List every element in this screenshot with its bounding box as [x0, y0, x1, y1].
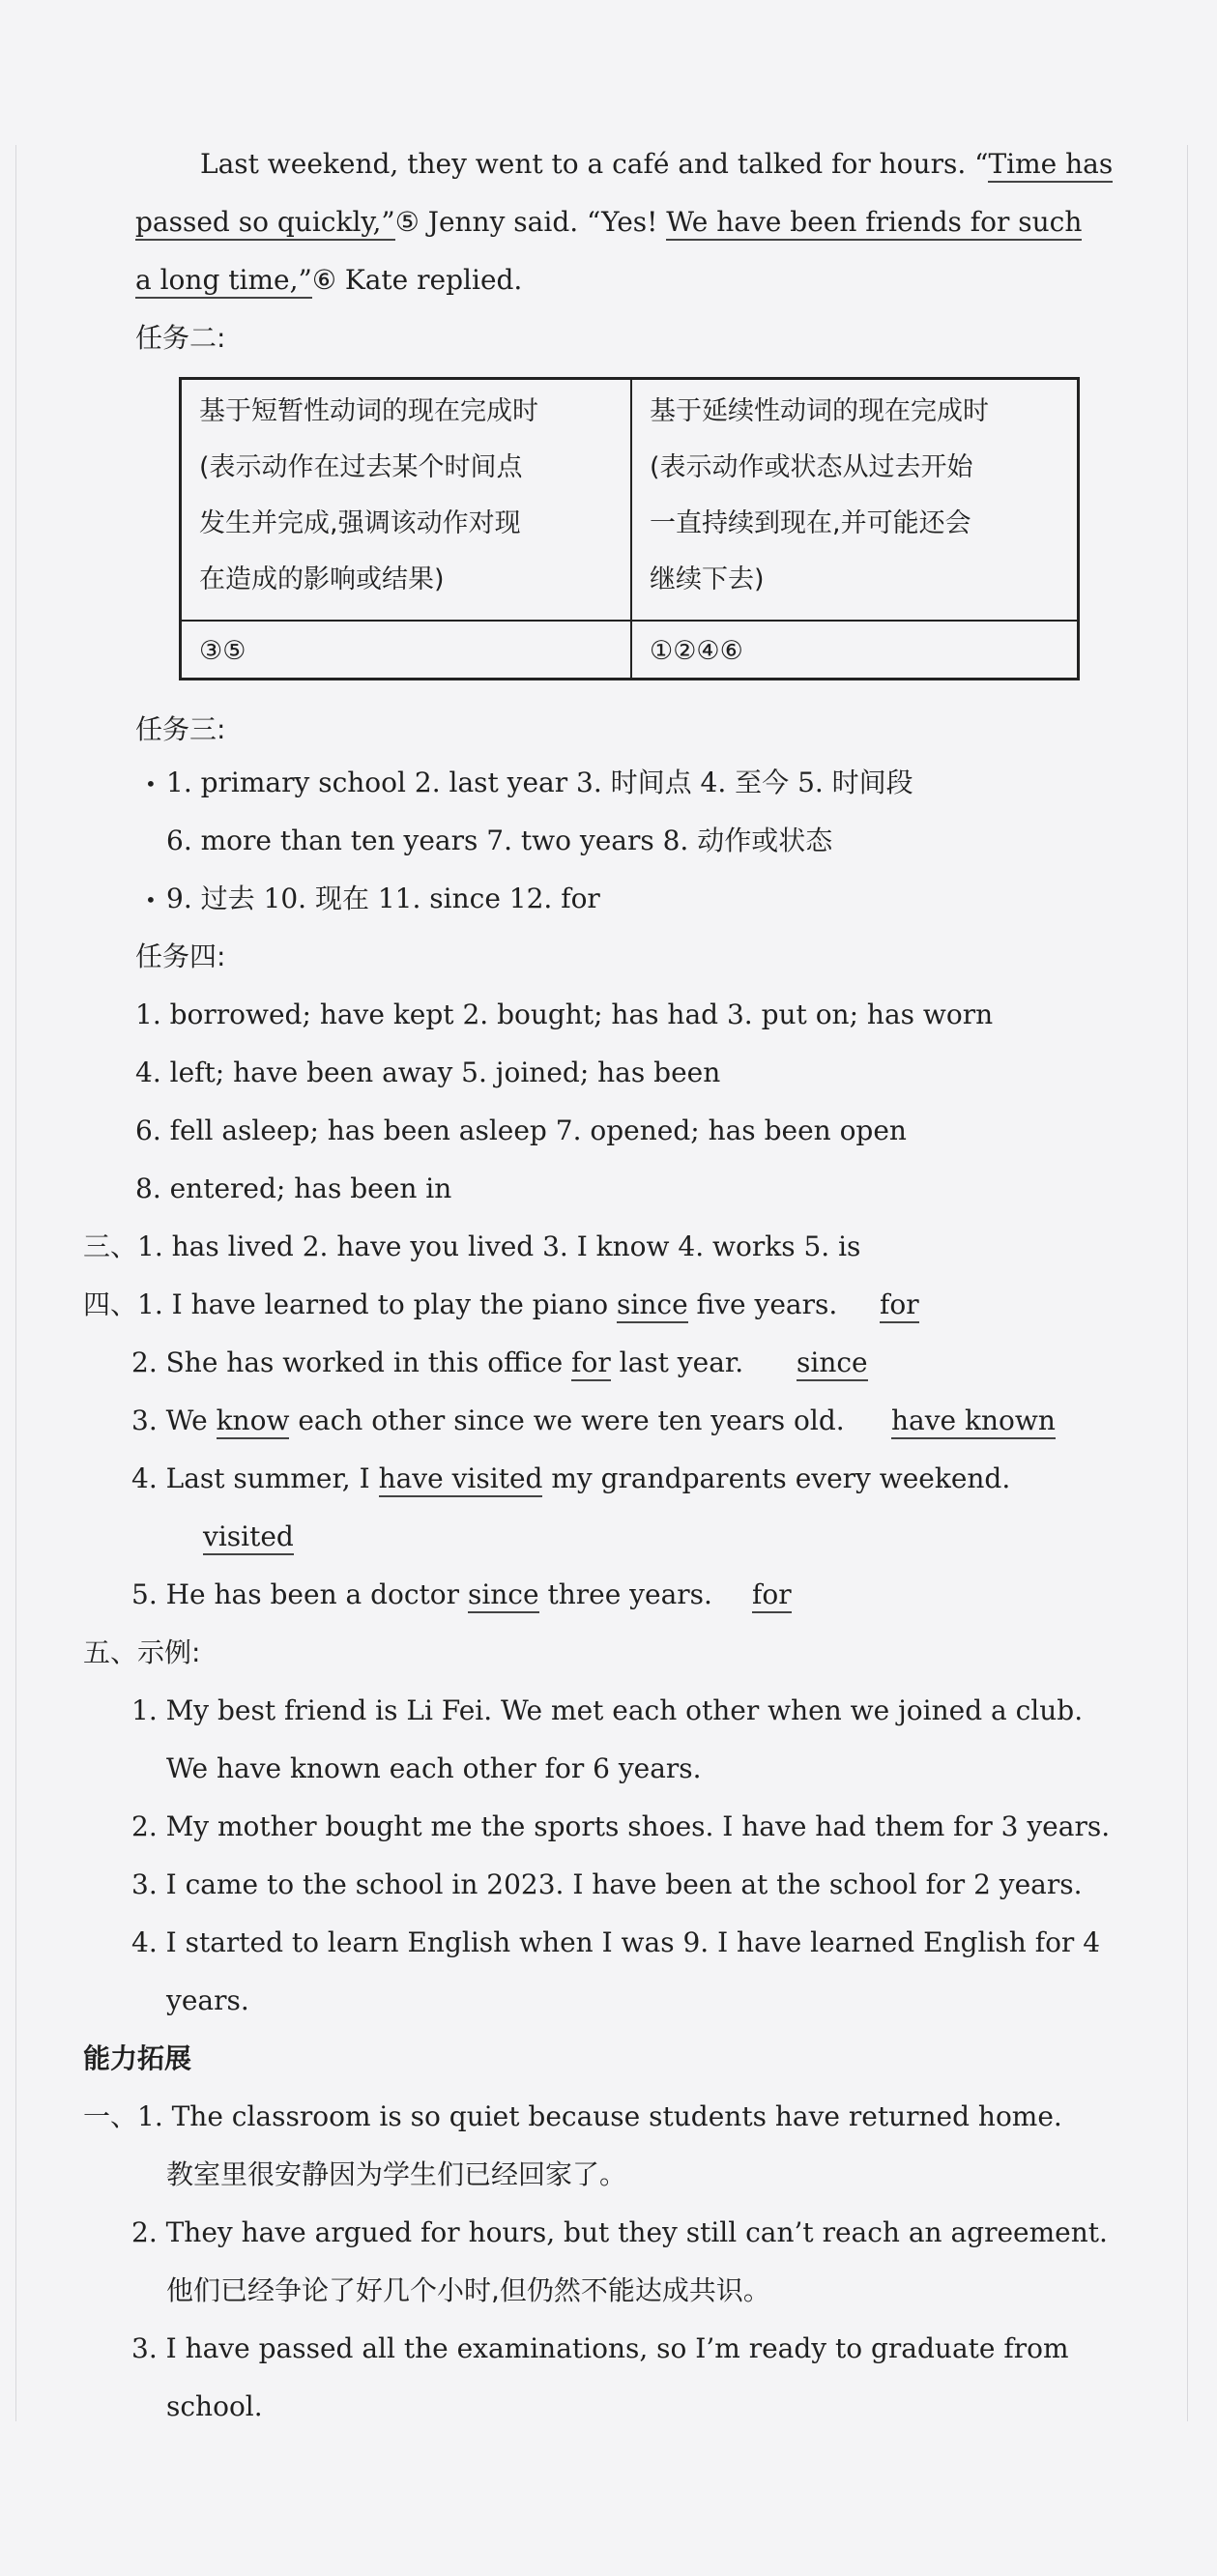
- underlined-text: We have been friends for such: [666, 206, 1082, 241]
- text: Last weekend, they went to a café and talked for hours. “: [200, 148, 989, 180]
- correction: [891, 1402, 1056, 1440]
- text: ⑤ Jenny said. “Yes!: [394, 206, 667, 238]
- ability-translation: 教室里很安静因为学生们已经回家了。: [166, 2158, 627, 2190]
- table-cell-col2-line: 基于延续性动词的现在完成时: [650, 396, 989, 426]
- error-underline: since: [468, 1578, 539, 1613]
- bullet: •: [145, 888, 157, 912]
- task4-line: 4. left; have been away 5. joined; has been: [135, 1056, 721, 1088]
- section4-item-1: [83, 1286, 837, 1324]
- text: ⑥ Kate replied.: [311, 264, 523, 296]
- section3-line: 三、1. has lived 2. have you lived 3. I know 4. works 5. is: [83, 1230, 861, 1262]
- table-cell-col1-line: 发生并完成,强调该动作对现: [199, 508, 521, 538]
- paragraph-line-1: [200, 145, 1113, 184]
- table-divider: [630, 380, 632, 678]
- text: my grandparents every weekend.: [542, 1462, 1011, 1494]
- table-cell-col1-line: 基于短暂性动词的现在完成时: [199, 396, 538, 426]
- section5-line: 2. My mother bought me the sports shoes. I have had them for 3 years.: [131, 1810, 1111, 1842]
- page-edge-right: [1187, 145, 1188, 2421]
- ability-line: 一、1. The classroom is so quiet because students have returned home.: [83, 2100, 1062, 2132]
- task4-line: 6. fell asleep; has been asleep 7. opened; has been open: [135, 1114, 907, 1146]
- text: 5. He has been a doctor: [131, 1578, 468, 1610]
- table-cell-col2-line: (表示动作或状态从过去开始: [650, 452, 973, 482]
- task3-line-3: 9. 过去 10. 现在 11. since 12. for: [166, 883, 600, 914]
- correction-text: visited: [203, 1520, 294, 1555]
- paragraph-line-3: [135, 261, 522, 300]
- table-cell-col1-line: (表示动作在过去某个时间点: [199, 452, 523, 482]
- error-underline: since: [617, 1288, 688, 1323]
- correction: [797, 1344, 868, 1382]
- underlined-text: passed so quickly,”: [135, 206, 395, 241]
- correction: [752, 1576, 792, 1614]
- task2-heading: 任务二:: [135, 322, 226, 354]
- table-cell-col2-line: 一直持续到现在,并可能还会: [650, 508, 971, 538]
- section4-item-2: [131, 1344, 743, 1382]
- task3-heading: 任务三:: [135, 713, 226, 745]
- correction: [203, 1518, 294, 1556]
- section4-item-5: [131, 1576, 712, 1614]
- ability-line: 2. They have argued for hours, but they still can’t reach an agreement.: [131, 2216, 1108, 2248]
- text: 3. We: [131, 1404, 217, 1436]
- bullet: •: [145, 772, 157, 796]
- table-cell-col2-line: 继续下去): [650, 564, 765, 594]
- underlined-text: Time has: [988, 148, 1113, 183]
- section4-item-4: [131, 1460, 1010, 1498]
- task4-line: 8. entered; has been in: [135, 1172, 452, 1204]
- text: last year.: [610, 1346, 744, 1378]
- section5-heading: 五、示例:: [83, 1636, 201, 1668]
- page-edge-left: [15, 145, 16, 2421]
- correction-text: for: [880, 1288, 919, 1323]
- table-cell-col2-answer: ①②④⑥: [650, 636, 743, 666]
- correction-text: have known: [891, 1404, 1056, 1439]
- section5-line: years.: [166, 1984, 249, 2016]
- section4-item-3: [131, 1402, 845, 1440]
- error-underline: for: [571, 1346, 611, 1381]
- ability-line: school.: [166, 2390, 263, 2422]
- text: 四、1. I have learned to play the piano: [83, 1288, 618, 1320]
- task2-table: [179, 377, 1080, 680]
- underlined-text: a long time,”: [135, 264, 312, 299]
- text: 4. Last summer, I: [131, 1462, 379, 1494]
- task3-line-2: 6. more than ten years 7. two years 8. 动作或状态: [166, 825, 833, 856]
- correction-text: for: [752, 1578, 792, 1613]
- correction-text: since: [797, 1346, 868, 1381]
- table-cell-col1-line: 在造成的影响或结果): [199, 564, 445, 594]
- section5-line: 4. I started to learn English when I was 9. I have learned English for 4: [131, 1926, 1101, 1958]
- section5-line: 1. My best friend is Li Fei. We met each other when we joined a club.: [131, 1694, 1084, 1726]
- text: 2. She has worked in this office: [131, 1346, 572, 1378]
- text: each other since we were ten years old.: [289, 1404, 845, 1436]
- table-cell-col1-answer: ③⑤: [199, 636, 246, 666]
- task3-line-1: 1. primary school 2. last year 3. 时间点 4. 至今 5. 时间段: [166, 767, 913, 798]
- text: three years.: [538, 1578, 712, 1610]
- ability-heading: 能力拓展: [83, 2042, 192, 2074]
- text: five years.: [687, 1288, 838, 1320]
- error-underline: have visited: [379, 1462, 543, 1497]
- correction: [880, 1286, 919, 1324]
- task4-line: 1. borrowed; have kept 2. bought; has had 3. put on; has worn: [135, 999, 994, 1030]
- error-underline: know: [217, 1404, 290, 1439]
- task4-heading: 任务四:: [135, 941, 226, 972]
- table-divider: [182, 620, 1077, 622]
- paragraph-line-2: [135, 203, 1082, 242]
- ability-line: 3. I have passed all the examinations, so I’m ready to graduate from: [131, 2332, 1069, 2364]
- section5-line: We have known each other for 6 years.: [166, 1752, 702, 1784]
- ability-translation: 他们已经争论了好几个小时,但仍然不能达成共识。: [166, 2274, 770, 2306]
- section5-line: 3. I came to the school in 2023. I have been at the school for 2 years.: [131, 1868, 1083, 1900]
